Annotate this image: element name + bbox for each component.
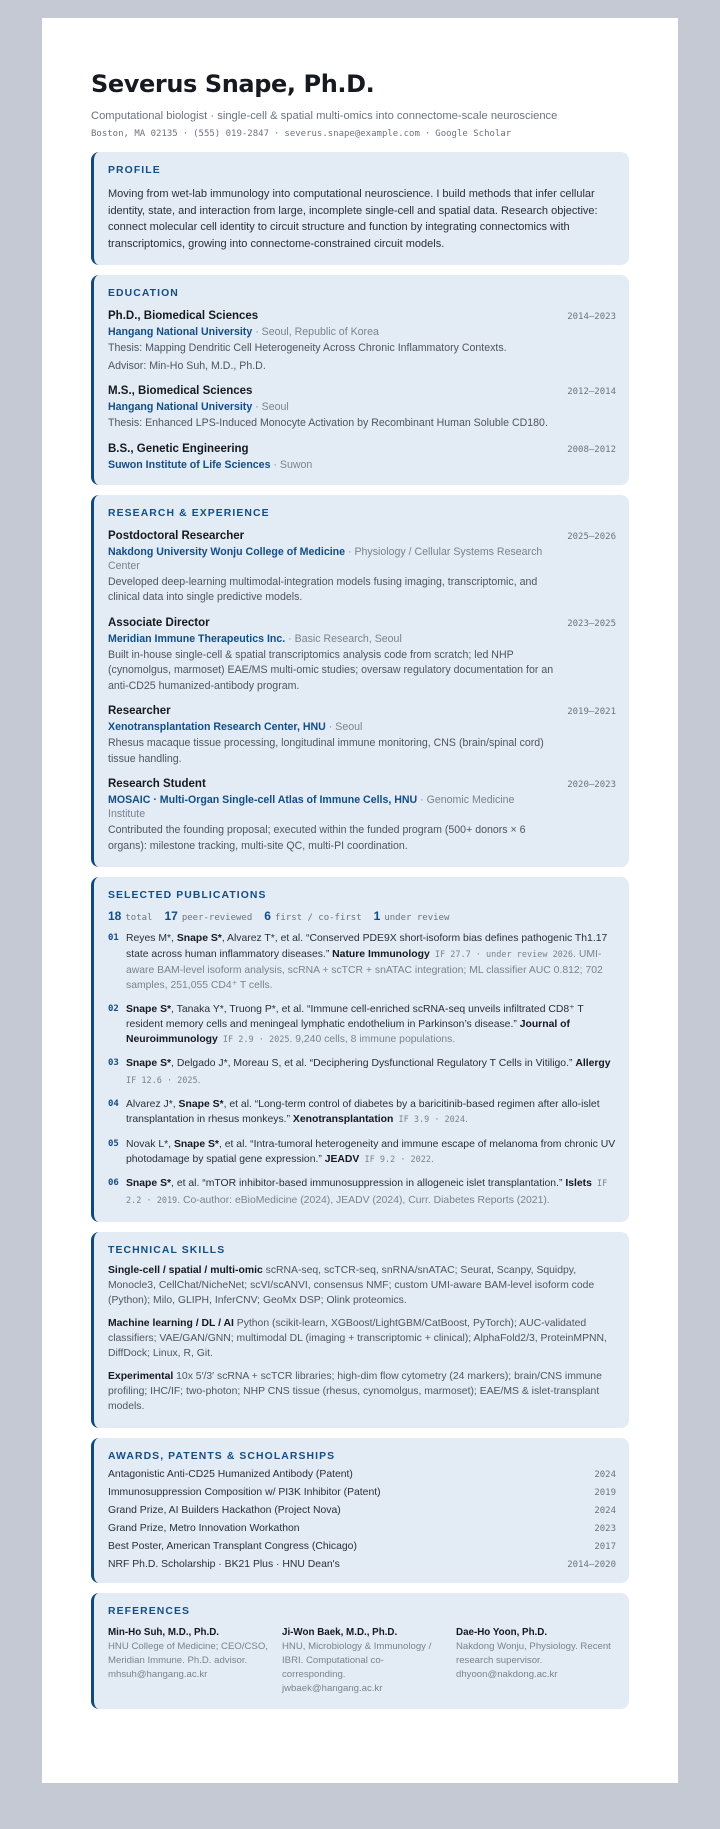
publication-item	[108, 1137, 616, 1169]
citation-journal: Xenotransplantation	[292, 1114, 394, 1126]
award-item	[108, 1469, 616, 1480]
award-name: Best Poster, American Transplant Congress (Chicago)	[108, 1540, 357, 1552]
citation-authors-pre: Novak L*,	[126, 1138, 174, 1150]
award-year: 2014–2020	[567, 1559, 616, 1570]
citation-impact-factor: IF 2.9 · 2025	[217, 1035, 290, 1046]
section-title: SELECTED PUBLICATIONS	[108, 890, 267, 902]
entry-header	[108, 385, 616, 397]
organization-line	[108, 632, 616, 646]
organization-name: Meridian Immune Therapeutics Inc.	[108, 632, 286, 645]
citation-self-author: Snape S*	[126, 1178, 172, 1190]
institution-line	[108, 458, 616, 472]
degree-title: B.S., Genetic Engineering	[108, 442, 249, 455]
skill-category: Machine learning / DL / AI	[108, 1317, 234, 1329]
role-description: Developed deep-learning multimodal-integration models fusing imaging, transcriptomic, and clinical data into single predictive models.	[108, 575, 538, 604]
experience-entry	[108, 705, 616, 767]
citation-journal: Journal of Neuroimmunology	[126, 1018, 570, 1046]
award-name: Immunosuppression Composition w/ PI3K Inhibitor (Patent)	[108, 1486, 381, 1498]
skill-list: scRNA-seq, scTCR-seq, snRNA/snATAC; Seurat, Scanpy, Squidpy, Monocle3, CellChat/NicheNet; scVI/scANVI, consensus NMF; custom UMI-aware BAM-level isoform code (Python); Milo, GLIPH, InferCNV; GeoMx DSP; Olink proteomics.	[108, 1264, 595, 1307]
skill-group	[108, 1316, 616, 1362]
award-name: Grand Prize, Metro Innovation Workathon	[108, 1522, 300, 1534]
citation-self-author: Snape S*	[178, 1099, 224, 1111]
citation-title: , et al. “Long-term control of diabetes by a baricitinib-based regimen after allo-islet transplantation in rhesus monkeys.”	[126, 1099, 600, 1126]
entry-date: 2025–2026	[567, 531, 616, 542]
entry-header	[108, 310, 616, 322]
stat-number: 1	[373, 909, 381, 924]
award-item	[108, 1487, 616, 1498]
role-title: Postdoctoral Researcher	[108, 529, 245, 542]
experience-entry	[108, 617, 616, 695]
award-name: NRF Ph.D. Scholarship · BK21 Plus · HNU Dean's	[108, 1558, 340, 1570]
stat-item	[164, 909, 252, 923]
reference-affiliation: Nakdong Wonju, Physiology. Recent research supervisor.	[456, 1640, 611, 1666]
stat-number: 6	[264, 909, 271, 924]
profile-section	[91, 152, 629, 265]
citation-self-author: Snape S*	[176, 933, 222, 945]
entry-header	[108, 443, 616, 455]
role-description: Rhesus macaque tissue processing, longitudinal immune monitoring, CNS (brain/spinal cord) tissue handling.	[108, 737, 544, 765]
awards-section	[91, 1438, 629, 1583]
citation-self-author: Snape S*	[126, 1058, 172, 1070]
publications-section	[91, 877, 629, 1221]
citation-note: . Co-author: eBioMedicine (2024), JEADV (2024), Curr. Diabetes Reports (2021).	[177, 1194, 550, 1206]
institution-location: · Seoul, Republic of Korea	[255, 326, 379, 339]
citation-note: .	[431, 1153, 434, 1165]
citation-note: .	[465, 1114, 468, 1126]
entry-header	[108, 778, 616, 790]
role-description: Built in-house single-cell & spatial transcriptomics analysis code from scratch; led NHP (cynomolgus, marmoset) EAE/MS multi-omic studies; oversaw regulatory documentation for an anti-CD25 humanized-antibody program.	[108, 648, 554, 692]
contact-scholar-link[interactable]: Google Scholar	[435, 129, 512, 139]
education-entry	[108, 310, 616, 374]
publication-citation	[126, 1137, 616, 1169]
reference-name: Dae-Ho Yoon, Ph.D.	[456, 1626, 548, 1638]
role-title: Associate Director	[108, 616, 210, 629]
reference-email[interactable]: mhsuh@hangang.ac.kr	[108, 1668, 208, 1680]
award-item	[108, 1559, 616, 1570]
citation-title: , Tanaka Y*, Truong P*, et al. “Immune cell-enriched scRNA-seq unveils infiltrated CD8⁺ T resident memory cells and meningeal lymphatic endothelium in Parkinson’s disease.”	[126, 1003, 584, 1030]
section-title: EDUCATION	[108, 288, 179, 300]
experience-entry	[108, 530, 616, 606]
citation-impact-factor: IF 9.2 · 2022	[359, 1154, 432, 1165]
institution-name: Suwon Institute of Life Sciences	[108, 458, 271, 471]
publication-number: 05	[108, 1138, 119, 1149]
education-section	[91, 275, 629, 485]
entry-date: 2019–2021	[567, 707, 616, 718]
citation-journal: Islets	[565, 1178, 592, 1190]
institution-location: · Suwon	[273, 458, 313, 471]
publication-number: 04	[108, 1099, 119, 1110]
publication-citation	[126, 1056, 616, 1089]
organization-unit: · Seoul	[328, 721, 363, 734]
institution-line	[108, 400, 616, 414]
award-year: 2019	[594, 1487, 616, 1498]
citation-journal: Nature Immunology	[332, 948, 430, 960]
role-description: Contributed the founding proposal; executed within the funded program (500+ donors × 6 organs): milestone tracking, multi-site QC, multi-PI coordination.	[108, 824, 526, 852]
citation-title: , et al. “mTOR inhibitor-based immunosuppression in allogeneic islet transplantation.”	[171, 1178, 566, 1190]
award-name: Grand Prize, AI Builders Hackathon (Project Nova)	[108, 1504, 341, 1516]
institution-location: · Seoul	[255, 401, 289, 414]
reference-affiliation: HNU, Microbiology & Immunology / IBRI. Computational co-corresponding.	[282, 1640, 432, 1680]
reference-description	[282, 1640, 442, 1696]
organization-unit: · Basic Research, Seoul	[288, 632, 402, 645]
award-item	[108, 1505, 616, 1516]
citation-impact-factor: IF 2.2 · 2019	[126, 1179, 608, 1206]
education-entry	[108, 443, 616, 472]
publication-number: 03	[108, 1058, 119, 1069]
skill-category: Experimental	[108, 1370, 174, 1382]
reference-entry	[108, 1627, 268, 1696]
entry-date: 2020–2023	[567, 780, 616, 791]
stat-label: peer-reviewed	[181, 913, 253, 924]
organization-line	[108, 720, 616, 734]
entry-date: 2008–2012	[567, 444, 616, 455]
citation-journal: JEADV	[324, 1153, 360, 1165]
award-item	[108, 1541, 616, 1552]
experience-entry	[108, 778, 616, 854]
entry-header	[108, 530, 616, 542]
reference-description	[108, 1640, 268, 1682]
contact-location: Boston, MA 02135	[91, 129, 178, 139]
stat-number: 17	[164, 909, 178, 924]
publication-citation	[126, 1097, 616, 1129]
organization-line	[108, 793, 616, 821]
stat-number: 18	[108, 909, 122, 924]
entry-date: 2023–2025	[567, 618, 616, 629]
entry-header	[108, 617, 616, 629]
publication-number: 02	[108, 1003, 119, 1014]
publication-citation	[126, 1176, 616, 1209]
tagline: Computational biologist · single-cell & spatial multi-omics into connectome-scale neuroscience	[91, 110, 558, 122]
section-title: AWARDS, PATENTS & SCHOLARSHIPS	[108, 1450, 336, 1462]
contact-line: Boston, MA 02135 · (555) 019-2847 · severus.snape@example.com · Google Scholar	[91, 129, 512, 139]
reference-name: Ji-Won Baek, M.D., Ph.D.	[282, 1626, 398, 1638]
reference-description	[456, 1640, 616, 1682]
contact-email[interactable]: severus.snape@example.com	[284, 129, 420, 139]
citation-note: . 9,240 cells, 8 immune populations.	[289, 1034, 456, 1046]
stat-label: under review	[384, 913, 450, 924]
reference-name: Min-Ho Suh, M.D., Ph.D.	[108, 1626, 220, 1638]
role-title: Researcher	[108, 705, 171, 718]
citation-title: , et al. “Intra-tumoral heterogeneity and immune escape of melanoma from chronic UV photodamage by spatial gene expression.”	[126, 1138, 616, 1165]
skill-category: Single-cell / spatial / multi-omic	[108, 1264, 263, 1276]
citation-note: .	[197, 1074, 201, 1086]
stat-label: first / co-first	[274, 913, 362, 924]
reference-email[interactable]: dhyoon@nakdong.ac.kr	[456, 1668, 558, 1680]
organization-unit: · Physiology / Cellular Systems Research Center	[108, 545, 543, 572]
contact-phone: (555) 019-2847	[193, 129, 269, 139]
citation-impact-factor: IF 3.9 · 2024	[393, 1115, 466, 1126]
section-title: TECHNICAL SKILLS	[108, 1244, 226, 1256]
education-detail: Thesis: Enhanced LPS-Induced Monocyte Activation by Recombinant Human Soluble CD180.	[108, 417, 548, 430]
award-year: 2023	[594, 1523, 616, 1534]
skill-list: 10x 5′/3′ scRNA + scTCR libraries; high-dim flow cytometry (24 markers); brain/CNS immune profiling; IHC/IF; two-photon; NHP CNS tissue (rhesus, cynomolgus, marmoset); EAE/MS & islet-transplant models.	[108, 1370, 602, 1413]
organization-name: MOSAIC · Multi-Organ Single-cell Atlas of Immune Cells, HNU	[108, 794, 418, 807]
award-item	[108, 1523, 616, 1534]
organization-name: Xenotransplantation Research Center, HNU	[108, 721, 326, 734]
entry-date: 2014–2023	[567, 312, 616, 323]
section-title: PROFILE	[108, 165, 161, 176]
entry-header	[108, 705, 616, 717]
award-year: 2024	[594, 1505, 616, 1516]
reference-affiliation: HNU College of Medicine; CEO/CSO, Meridian Immune. Ph.D. advisor.	[108, 1640, 268, 1666]
institution-line	[108, 325, 616, 339]
publication-stats	[108, 909, 616, 923]
role-title: Research Student	[108, 778, 206, 791]
references-section	[91, 1593, 629, 1709]
citation-title: , Alvarez T*, et al. “Conserved PDE9X short-isoform bias defines pathogenic Th1.17 state across human inflammatory diseases.”	[126, 933, 608, 960]
publication-item	[108, 1097, 616, 1129]
publication-citation	[126, 931, 616, 993]
institution-name: Hangang National University	[108, 401, 253, 414]
education-entry	[108, 385, 616, 432]
stat-item	[374, 909, 450, 923]
citation-authors-pre: Alvarez J*,	[126, 1099, 179, 1111]
profile-text: Moving from wet-lab immunology into computational neuroscience. I build methods that infer cellular identity, state, and interaction from large, incomplete single-cell and spatial data. Research objective: connect molecular cell identity to circuit structure and function by integrating connectomics with transcriptomics, growing into connectome-constrained circuit models.	[108, 188, 598, 250]
publication-item	[108, 1002, 616, 1049]
reference-entry	[456, 1627, 616, 1696]
candidate-name: Severus Snape, Ph.D.	[91, 70, 375, 98]
stat-item	[264, 909, 361, 923]
publication-item	[108, 1056, 616, 1089]
citation-note: . UMI-aware BAM-level isoform analysis, scRNA + scTCR + snATAC integration; ML classifier AUC 0.812; 702 samples, 251,055 CD4⁺ T cells.	[126, 948, 603, 992]
reference-email[interactable]: jwbaek@hangang.ac.kr	[282, 1682, 383, 1694]
skill-group	[108, 1263, 616, 1309]
resume-page	[42, 18, 678, 1783]
publication-item	[108, 1176, 616, 1209]
publication-item	[108, 931, 616, 993]
citation-impact-factor: IF 27.7 · under review 2026	[429, 949, 574, 960]
organization-name: Nakdong University Wonju College of Medicine	[108, 545, 346, 558]
skill-list: Python (scikit-learn, XGBoost/LightGBM/CatBoost, PyTorch); AUC-validated classifiers; VAE/GAN/GNN; multimodal DL (imaging + transcriptomic + clinical); AlphaFold2/3, ProteinMPNN, DiffDock; Linux, R, Git.	[108, 1317, 607, 1360]
reference-entry	[282, 1627, 442, 1696]
section-title: REFERENCES	[108, 1605, 191, 1617]
citation-title: , Delgado J*, Moreau S, et al. “Deciphering Dysfunctional Regulatory T Cells in Vitiligo.”	[171, 1058, 576, 1070]
stat-item	[108, 909, 152, 923]
skills-section	[91, 1232, 629, 1428]
award-name: Antagonistic Anti-CD25 Humanized Antibody (Patent)	[108, 1468, 353, 1480]
institution-name: Hangang National University	[108, 326, 253, 339]
publication-number: 06	[108, 1178, 119, 1189]
citation-impact-factor: IF 12.6 · 2025	[126, 1075, 198, 1086]
degree-title: Ph.D., Biomedical Sciences	[108, 310, 259, 323]
award-year: 2024	[594, 1469, 616, 1480]
publication-number: 01	[108, 933, 119, 944]
stat-label: total	[125, 913, 153, 924]
education-detail: Advisor: Min-Ho Suh, M.D., Ph.D.	[108, 359, 266, 372]
entry-date: 2012–2014	[567, 387, 616, 398]
citation-authors-pre: Reyes M*,	[126, 933, 177, 945]
degree-title: M.S., Biomedical Sciences	[108, 385, 253, 398]
experience-section	[91, 495, 629, 868]
publication-citation	[126, 1002, 616, 1049]
skill-group	[108, 1369, 616, 1415]
citation-journal: Allergy	[575, 1058, 611, 1070]
award-year: 2017	[594, 1541, 616, 1552]
education-detail: Thesis: Mapping Dendritic Cell Heterogeneity Across Chronic Inflammatory Contexts.	[108, 342, 507, 355]
organization-line	[108, 545, 616, 573]
organization-unit: · Genomic Medicine Institute	[108, 794, 515, 821]
citation-self-author: Snape S*	[126, 1003, 172, 1015]
section-title: RESEARCH & EXPERIENCE	[108, 507, 270, 519]
citation-self-author: Snape S*	[173, 1138, 219, 1150]
